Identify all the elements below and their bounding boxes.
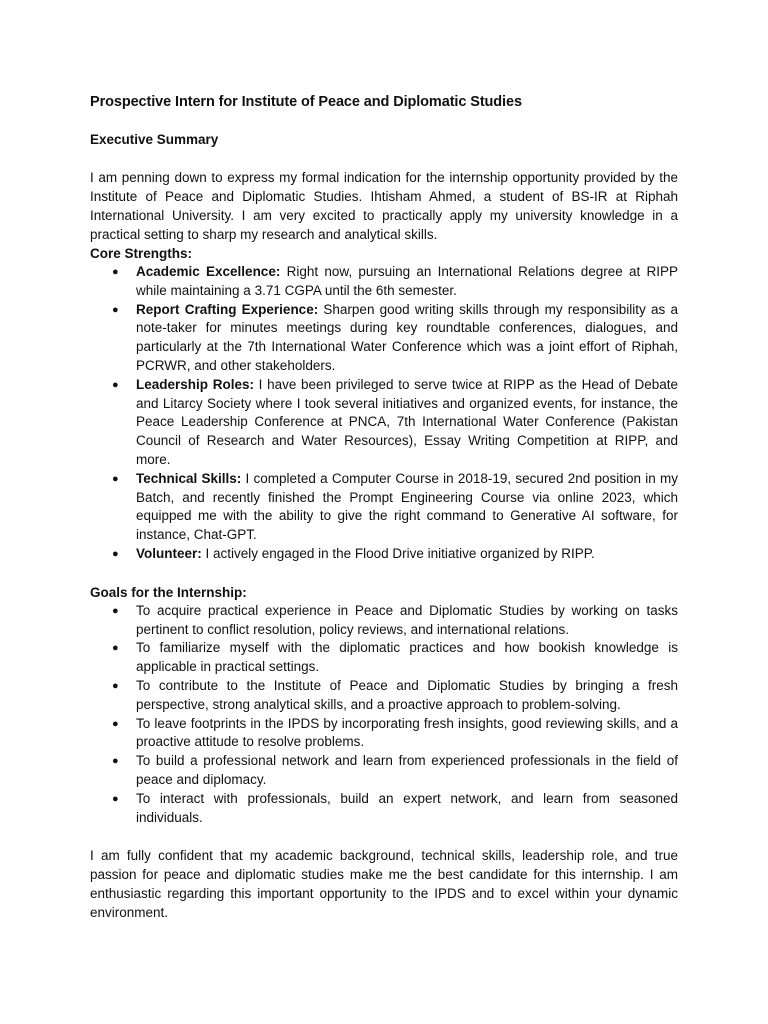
strength-text: Sharpen good writing skills through my responsibility as a note-taker for minutes meetings during key roundtable conferences, dialogues, and particularly at the 7th International Water Conference which was a joint effort of Riphah, PCRWR, and other stakeholders. (136, 301, 678, 373)
bullet-icon: ● (112, 378, 119, 391)
bullet-icon: ● (112, 755, 119, 768)
intro-paragraph: I am penning down to express my formal indication for the internship opportunity provided by the Institute of Peace and Diplomatic Studies. Ihtisham Ahmed, a student of BS-IR at Riphah International University. I am very excited to practically apply my university knowledge in a practical setting to sharp my research and analytical skills. (90, 170, 678, 242)
goal-text: To familiarize myself with the diplomatic practices and how bookish knowledge is applicable in practical settings. (136, 640, 678, 675)
executive-summary-heading: Executive Summary (90, 132, 219, 147)
bullet-icon: ● (112, 472, 119, 485)
goal-text: To interact with professionals, build an expert network, and learn from seasoned individuals. (136, 790, 678, 825)
bullet-icon: ● (112, 604, 119, 617)
strength-label: Volunteer: (136, 545, 202, 561)
bullet-icon: ● (112, 792, 119, 805)
core-strengths-list (90, 263, 678, 564)
document-title: Prospective Intern for Institute of Peace and Diplomatic Studies (90, 94, 522, 110)
list-item (90, 790, 678, 828)
bullet-icon: ● (112, 642, 119, 655)
list-item (90, 715, 678, 753)
goal-text: To leave footprints in the IPDS by incorporating fresh insights, good reviewing skills, and a proactive attitude to resolve problems. (136, 715, 678, 750)
goal-text: To contribute to the Institute of Peace and Diplomatic Studies by bringing a fresh perspective, strong analytical skills, and a proactive approach to problem-solving. (136, 677, 678, 712)
strength-text: I actively engaged in the Flood Drive initiative organized by RIPP. (201, 545, 595, 561)
goals-heading: Goals for the Internship: (90, 584, 247, 600)
goal-text: To build a professional network and learn from experienced professionals in the field of peace and diplomacy. (136, 753, 678, 787)
list-item (90, 639, 678, 677)
list-item (90, 545, 678, 564)
list-item (90, 263, 678, 301)
strength-label: Leadership Roles: (136, 376, 254, 392)
strength-text: I completed a Computer Course in 2018-19, secured 2nd position in my Batch, and recently finished the Prompt Engineering Course via online 2023, which equipped me with the ability to give the right command to Generative AI software, for instance, Chat-GPT. (136, 470, 679, 543)
bullet-icon: ● (112, 717, 119, 730)
list-item (90, 677, 678, 715)
list-item (90, 752, 678, 790)
bullet-icon: ● (112, 303, 119, 316)
strength-label: Report Crafting Experience: (136, 301, 319, 317)
closing-paragraph: I am fully confident that my academic background, technical skills, leadership role, and true passion for peace and diplomatic studies make me the best candidate for this internship. I am enthusiastic regarding this important opportunity to the IPDS and to excel within your dynamic environment. (90, 848, 678, 921)
bullet-icon: ● (112, 547, 119, 560)
list-item (90, 470, 678, 545)
strength-text: Right now, pursuing an International Relations degree at RIPP while maintaining a 3.71 CGPA until the 6th semester. (136, 264, 678, 298)
goal-text: To acquire practical experience in Peace and Diplomatic Studies by working on tasks pertinent to conflict resolution, policy reviews, and international relations. (136, 602, 678, 637)
list-item (90, 301, 678, 376)
strength-label: Academic Excellence: (136, 264, 281, 279)
bullet-icon: ● (112, 266, 119, 278)
document-page (90, 92, 678, 922)
list-item (90, 602, 678, 640)
strength-text: I have been privileged to serve twice at RIPP as the Head of Debate and Litarcy Society where I took several initiatives and organized events, for instance, the Peace Leadership Conference at PNCA, 7th International Water Conference (Pakistan Council of Research and Water Resources), Essay Writing Competition at RIPP, and more. (136, 376, 678, 467)
strength-label: Technical Skills: (136, 470, 242, 486)
core-strengths-heading: Core Strengths: (90, 246, 193, 261)
goals-list (90, 602, 678, 828)
bullet-icon: ● (112, 679, 119, 692)
list-item (90, 376, 678, 470)
